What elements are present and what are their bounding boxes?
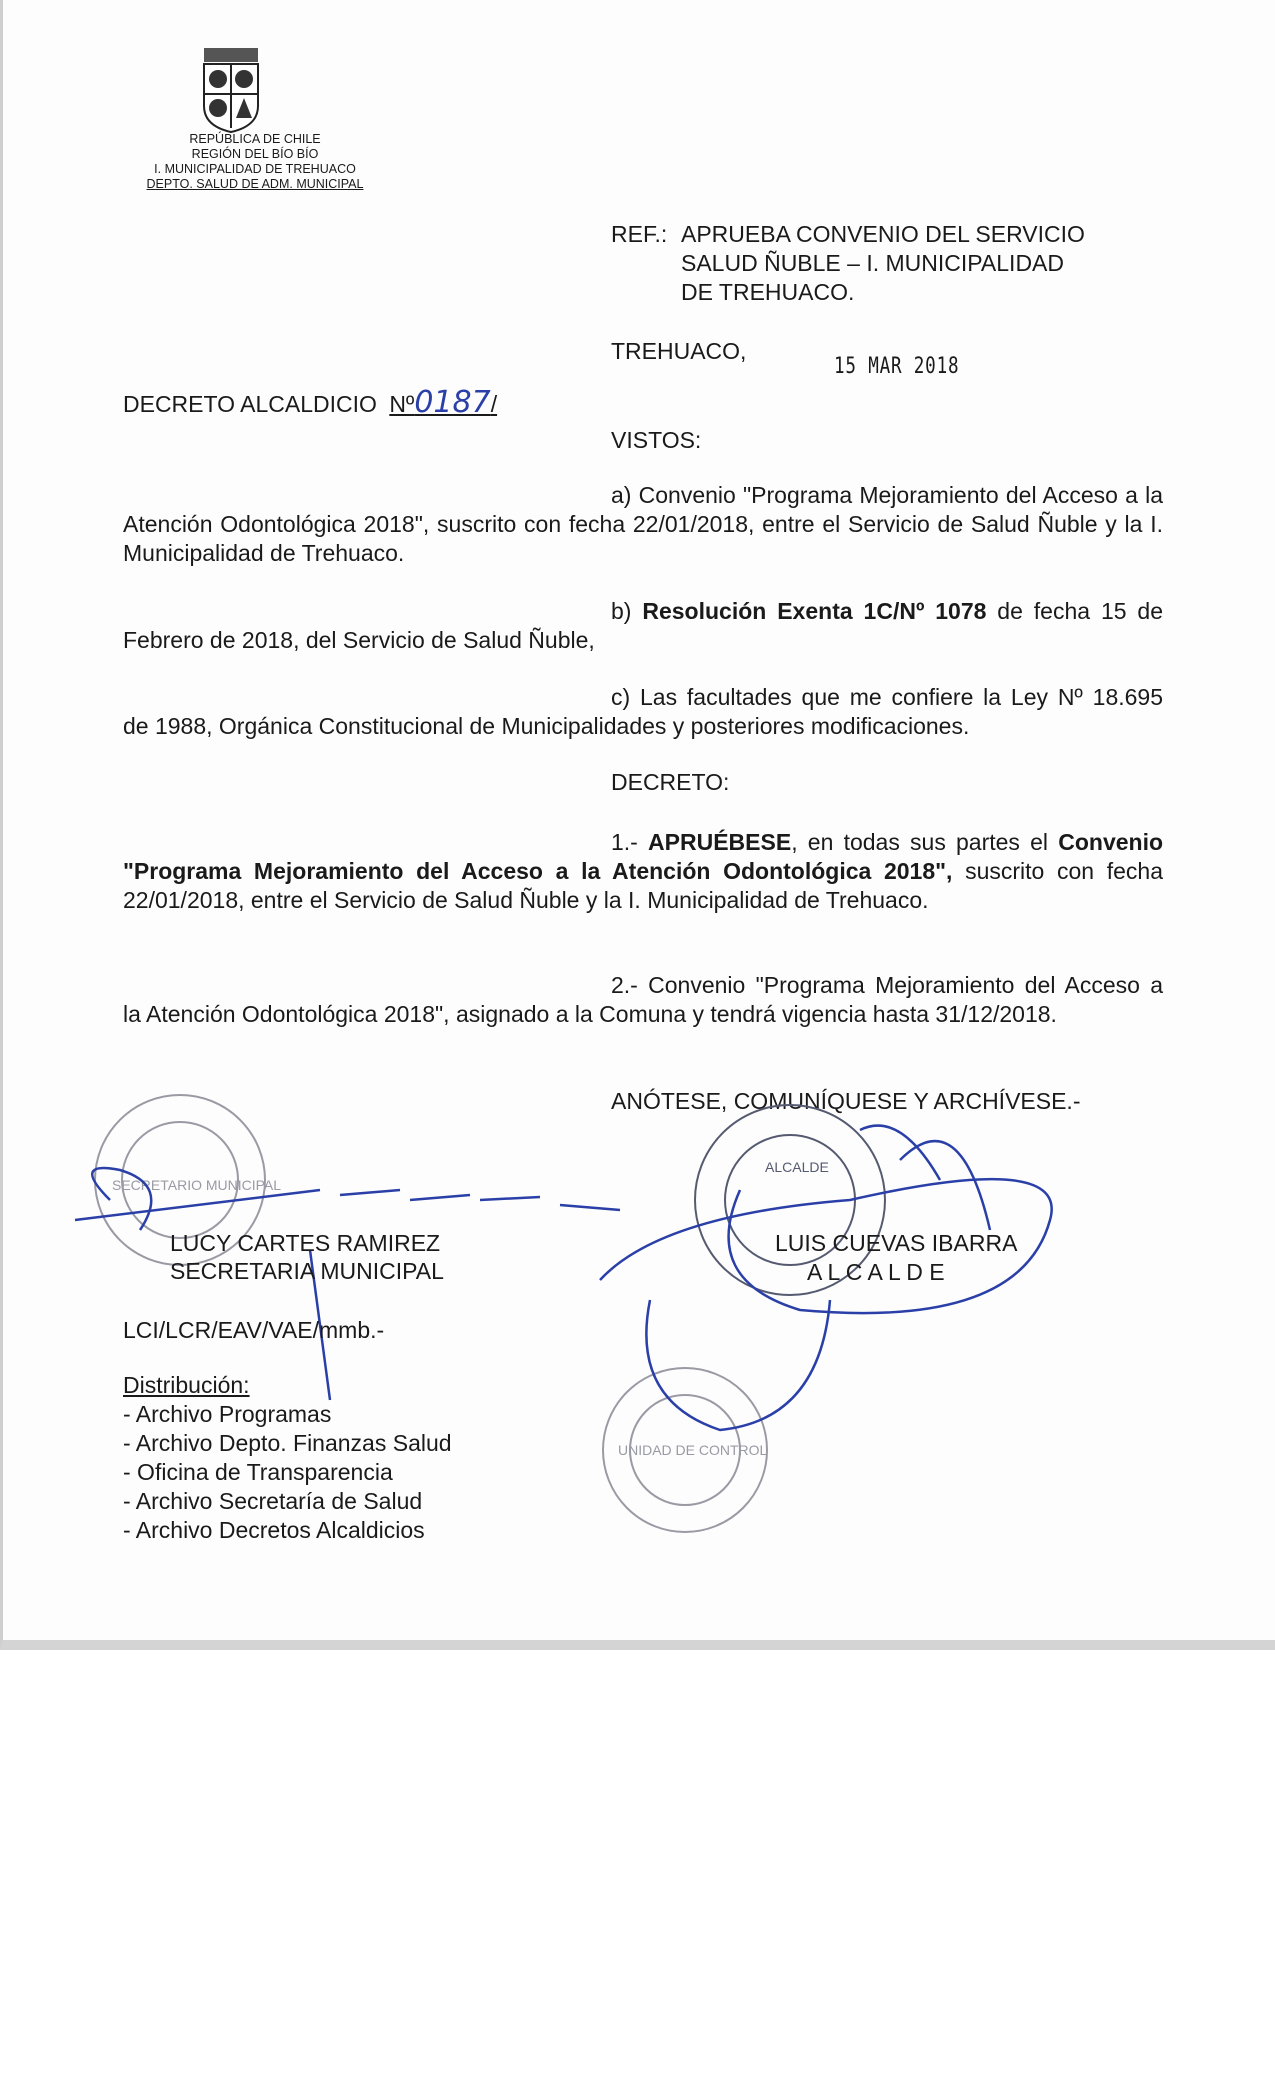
ref-label: REF.: — [611, 221, 668, 247]
number-suffix: / — [490, 391, 498, 417]
decreto-heading: DECRETO: — [611, 769, 730, 795]
distribution-item: - Oficina de Transparencia — [123, 1459, 393, 1485]
ref-line: APRUEBA CONVENIO DEL SERVICIO — [681, 221, 1085, 247]
stamp-text: ALCALDE — [765, 1159, 829, 1175]
visto-c: c) Las facultades que me confiere la Ley Nº 18.695 de 1988, Orgánica Constitucional de Municipalidades y posteriores modificaciones. — [123, 684, 1163, 739]
signatory-name: LUIS CUEVAS IBARRA — [775, 1230, 1018, 1256]
p1-mid: , en todas sus partes el — [791, 829, 1059, 855]
handwritten-number: 0187 — [414, 385, 491, 420]
distribution-item: - Archivo Secretaría de Salud — [123, 1488, 423, 1514]
stamp-text: UNIDAD DE CONTROL — [618, 1442, 768, 1458]
signatory-name: LUCY CARTES RAMIREZ — [170, 1230, 441, 1256]
distribution — [123, 1371, 452, 1545]
initials: LCI/LCR/EAV/VAE/mmb.- — [123, 1317, 385, 1343]
decreto-2: 2.- Convenio "Programa Mejoramiento del Acceso a la Atención Odontológica 2018", asignado a la Comuna y tendrá vigencia hasta 31/12/2018. — [123, 972, 1163, 1027]
distribution-item: - Archivo Decretos Alcaldicios — [123, 1517, 425, 1543]
vistos-heading: VISTOS: — [611, 427, 702, 453]
number-prefix: Nº — [389, 391, 415, 417]
ref-line: DE TREHUACO. — [681, 279, 855, 305]
decree-label: DECRETO ALCALDICIO — [123, 391, 377, 417]
distribution-item: - Archivo Programas — [123, 1401, 332, 1427]
distribution-item: - Archivo Depto. Finanzas Salud — [123, 1430, 452, 1456]
p1-prefix: 1.- — [611, 829, 649, 855]
b-prefix: b) — [611, 598, 643, 624]
header-line: I. MUNICIPALIDAD DE TREHUACO — [154, 162, 356, 176]
date-stamp: 15 MAR 2018 — [834, 354, 960, 379]
header-line: DEPTO. SALUD DE ADM. MUNICIPAL — [146, 177, 364, 191]
p1-convenio: Convenio "Programa Mejoramiento del Acceso a la Atención Odontológica 2018", — [123, 829, 1164, 884]
closing: ANÓTESE, COMUNÍQUESE Y ARCHÍVESE.- — [611, 1088, 1081, 1114]
stamp-text: SECRETARIO MUNICIPAL — [112, 1177, 282, 1193]
ref-line: SALUD ÑUBLE – I. MUNICIPALIDAD — [681, 250, 1065, 276]
signatory-title: SECRETARIA MUNICIPAL — [170, 1258, 444, 1284]
header-line: REPÚBLICA DE CHILE — [189, 132, 321, 146]
p1-bold: APRUÉBESE — [648, 829, 792, 855]
b-rest: de fecha 15 de Febrero de 2018, del Servicio de Salud Ñuble, — [123, 598, 1164, 653]
visto-a: a) Convenio "Programa Mejoramiento del Acceso a la Atención Odontológica 2018", suscrito con fecha 22/01/2018, entre el Servicio de Salud Ñuble y la I. Municipalidad de Trehuaco. — [123, 482, 1163, 566]
resolution-ref: Resolución Exenta 1C/Nº 1078 — [642, 598, 987, 624]
header-line: REGIÓN DEL BÍO BÍO — [191, 147, 319, 161]
distribution-heading: Distribución: — [123, 1372, 250, 1398]
p1-rest: suscrito con fecha 22/01/2018, entre el Servicio de Salud Ñuble y la I. Municipalidad de Trehuaco. — [123, 858, 1163, 913]
place: TREHUACO, — [611, 338, 747, 364]
signatory-title: A L C A L D E — [807, 1259, 945, 1285]
